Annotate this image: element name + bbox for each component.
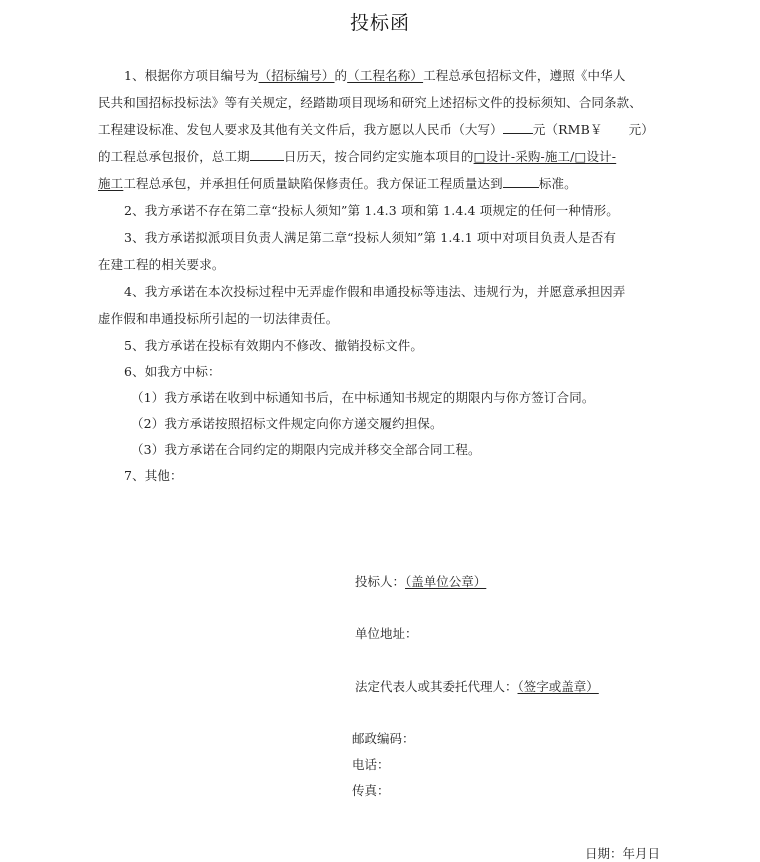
page-title: 投标函	[349, 12, 410, 34]
address-label: 单位地址：	[355, 626, 418, 641]
project-name-field: （工程名称）	[347, 68, 424, 83]
para-7: 7、其他：	[124, 468, 183, 483]
text: 的工程总承包报价，总工期	[98, 149, 250, 164]
representative-row	[355, 677, 599, 695]
duration-blank	[250, 148, 284, 161]
para-5: 5、我方承诺在投标有效期内不修改、撤销投标文件。	[124, 338, 424, 353]
text: 工程总承包，并承担任何质量缺陷保修责任。我方保证工程质量达到	[123, 176, 503, 191]
para-1-line-1	[124, 66, 625, 84]
para-6-item-1: （1）我方承诺在收到中标通知书后，在中标通知书规定的期限内与你方签订合同。	[131, 390, 595, 405]
text: 元）	[628, 122, 654, 137]
para-6-heading: 6、如我方中标：	[124, 364, 221, 379]
price-words-blank	[503, 121, 533, 134]
text: 日历天，按合同约定实施本项目的	[283, 149, 474, 164]
para-3-line-1: 3、我方承诺拟派项目负责人满足第二章“投标人须知”第 1.4.1 项中对项目负责人是否有	[124, 230, 617, 245]
text: 标准。	[538, 176, 577, 191]
text: 的	[334, 68, 348, 83]
date-line: 日期：年月日	[585, 846, 661, 861]
para-1-line-5	[98, 174, 577, 192]
bidder-row	[355, 572, 486, 590]
para-6-item-2: （2）我方承诺按照招标文件规定向你方递交履约担保。	[131, 416, 443, 431]
text: 1、根据你方项目编号为	[124, 68, 259, 83]
para-1-line-2: 民共和国招标投标法》等有关规定，经踏勘项目现场和研究上述招标文件的投标须知、合同条款、	[98, 95, 642, 110]
contract-mode-field-cont: 施工	[98, 176, 124, 191]
company-seal-field: （盖单位公章）	[405, 574, 487, 589]
fax-label: 传真：	[352, 783, 390, 798]
phone-label: 电话：	[352, 757, 390, 772]
bidder-label: 投标人：	[355, 574, 406, 589]
representative-label: 法定代表人或其委托代理人：	[355, 679, 518, 694]
contract-mode-field: □设计-采购-施工/□设计-	[473, 149, 617, 164]
para-4-line-1: 4、我方承诺在本次投标过程中无弄虚作假和串通投标等违法、违规行为，并愿意承担因弄	[124, 284, 626, 299]
postcode-label: 邮政编码：	[352, 731, 415, 746]
para-1-line-3	[98, 120, 654, 138]
quality-standard-blank	[503, 175, 539, 188]
para-1-line-4	[98, 147, 616, 165]
text: 元（RMB￥	[532, 122, 603, 137]
tender-number-field: （招标编号）	[258, 68, 335, 83]
signature-field: （签字或盖章）	[517, 679, 599, 694]
text: 工程建设标准、发包人要求及其他有关文件后，我方愿以人民币（大写）	[98, 122, 503, 137]
text: 工程总承包招标文件，遵照《中华人	[423, 68, 626, 83]
para-6-item-3: （3）我方承诺在合同约定的期限内完成并移交全部合同工程。	[131, 442, 481, 457]
para-4-line-2: 虚作假和串通投标所引起的一切法律责任。	[98, 311, 339, 326]
para-2: 2、我方承诺不存在第二章“投标人须知”第 1.4.3 项和第 1.4.4 项规定的任何一种情形。	[124, 203, 619, 218]
para-3-line-2: 在建工程的相关要求。	[98, 257, 225, 272]
